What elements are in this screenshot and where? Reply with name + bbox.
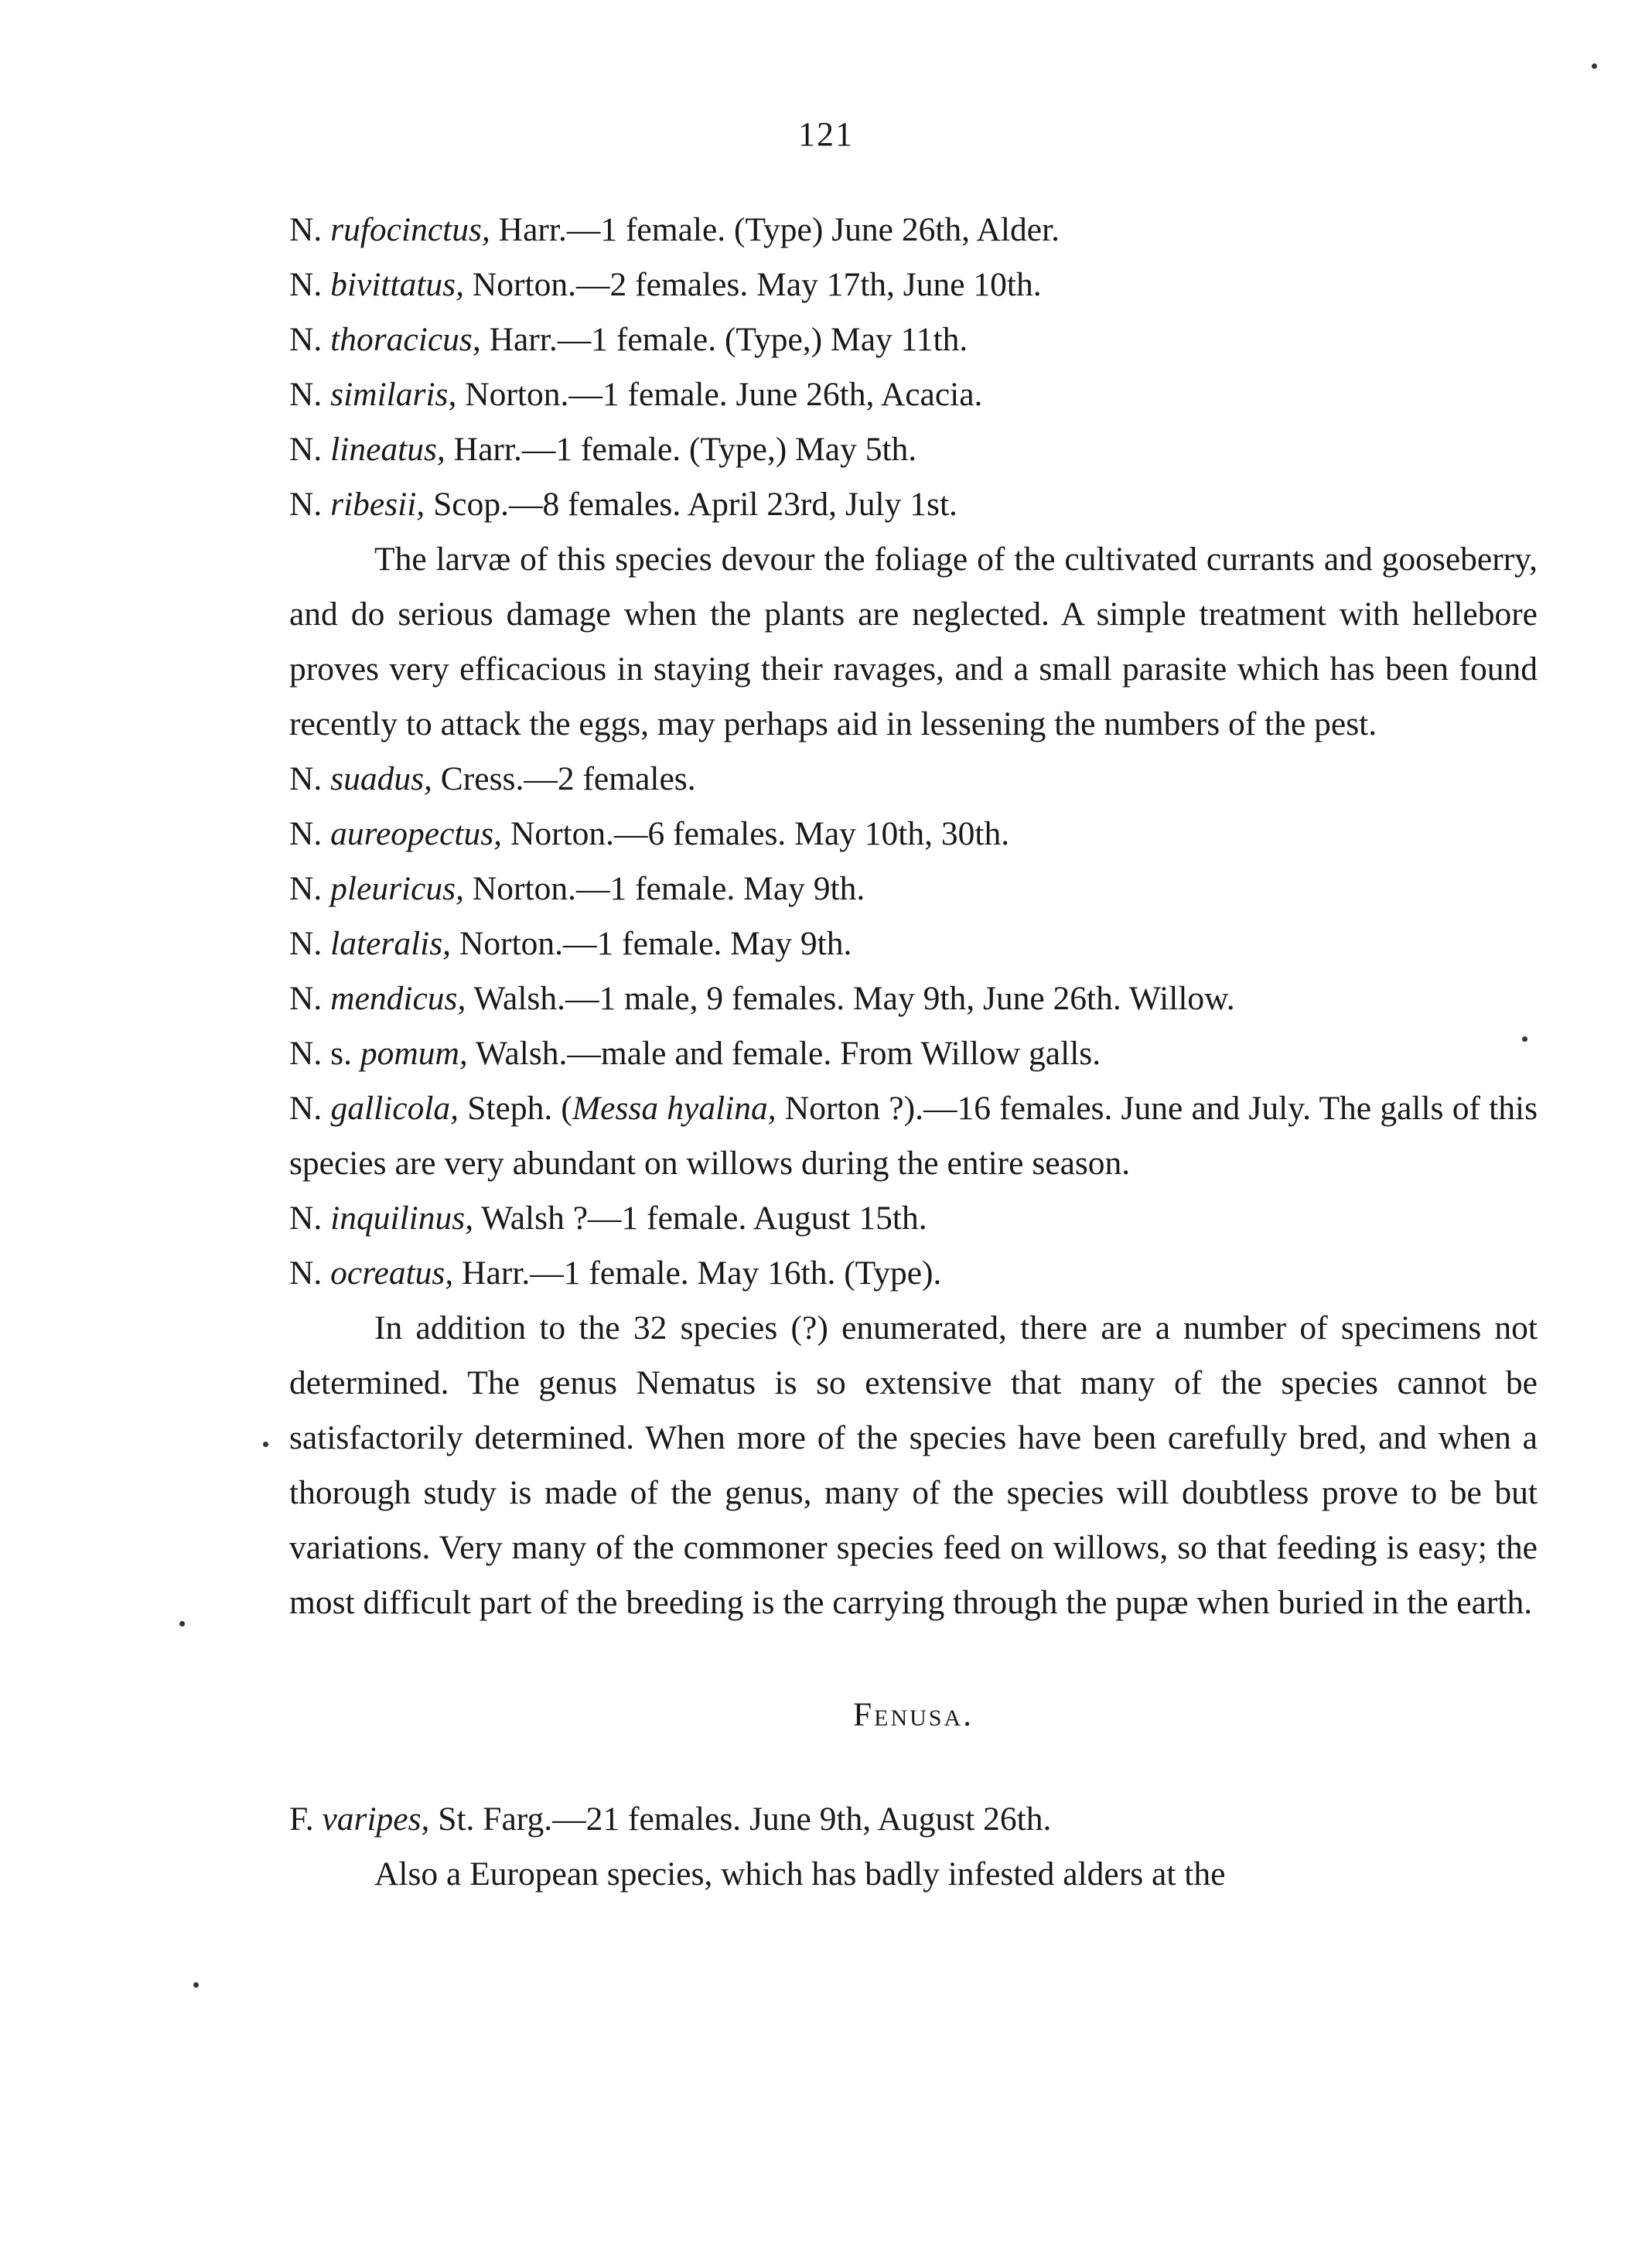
fenusa-paragraph: Also a European species, which has badly infested alders at the: [374, 1855, 1226, 1893]
entry-details: Harr.—1 female. (Type) June 26th, Alder.: [490, 211, 1060, 248]
species-name: mendicus,: [330, 980, 466, 1017]
species-entry: [289, 752, 1538, 807]
genus-abbr: N.: [289, 211, 323, 248]
species-entry: [289, 862, 1538, 916]
genus-abbr: N.: [289, 1200, 323, 1237]
entry-details: Scop.—8 females. April 23rd, July 1st.: [425, 486, 957, 523]
genus-abbr: N.: [289, 376, 323, 413]
species-name: lineatus,: [330, 431, 445, 468]
ribesii-paragraph: The larvæ of this species devour the foliage of the cultivated currants and gooseberry, and do serious damage when the plants are neglected. A simple treatment with hellebore proves very efficacious in staying their ravages, and a small parasite which has been found recently to attack the eggs, may perhaps aid in lessening the numbers of the pest.: [289, 541, 1538, 742]
species-name: similaris,: [330, 376, 457, 413]
entry-details: Harr.—1 female. (Type,) May 11th.: [480, 321, 968, 358]
section-heading-fenusa: Fenusa.: [852, 1696, 974, 1733]
genus-abbr: N.: [289, 980, 323, 1017]
entry-details: Norton.—1 female. May 9th.: [463, 870, 865, 907]
species-name: aureopectus,: [330, 815, 503, 852]
genus-abbr: N.: [289, 321, 323, 358]
species-entry: [289, 367, 1538, 422]
entry-details: Steph. (: [459, 1090, 572, 1127]
species-entry: [289, 258, 1538, 312]
species-entry: [289, 203, 1538, 258]
entry-details: Norton ?).—16 females. June and July. The galls of this species are very abundant on willows during the entire season.: [289, 1090, 1538, 1182]
species-name: ocreatus,: [330, 1254, 454, 1292]
scan-speck: [1592, 63, 1597, 69]
species-name: suadus,: [330, 760, 432, 797]
genus-abbr: N.: [289, 431, 323, 468]
species-entry: [289, 971, 1538, 1026]
entry-details: Norton.—1 female. May 9th.: [451, 925, 852, 962]
species-name: gallicola,: [330, 1090, 459, 1127]
entry-details: Harr.—1 female. (Type,) May 5th.: [445, 431, 917, 468]
scan-speck: [263, 1442, 268, 1447]
species-entry: [289, 807, 1538, 862]
genus-abbr: N.: [289, 1254, 323, 1292]
species-name: varipes,: [322, 1801, 430, 1838]
entry-details: Walsh.—male and female. From Willow galls.: [467, 1035, 1101, 1072]
species-name: thoracicus,: [330, 321, 481, 358]
species-entry: [289, 1246, 1538, 1301]
species-entry: [289, 916, 1538, 971]
species-entry: [289, 477, 1538, 532]
species-name: lateralis,: [330, 925, 452, 962]
species-name: pleuricus,: [330, 870, 464, 907]
scan-speck: [1522, 1036, 1527, 1042]
entry-details: Walsh ?—1 female. August 15th.: [473, 1200, 927, 1237]
genus-abbr: N.: [289, 815, 323, 852]
species-name: rufocinctus,: [330, 211, 490, 248]
main-text: [289, 203, 1538, 1902]
genus-abbr: N.: [289, 1090, 323, 1127]
summary-paragraph: In addition to the 32 species (?) enumerated, there are a number of specimens not determined. The genus Nematus is so extensive that many of the species cannot be satisfactorily determined. When more of the species have been carefully bred, and when a thorough study is made of the genus, many of the species will doubtless prove to be but variations. Very many of the commoner species feed on willows, so that feeding is easy; the most difficult part of the breeding is the carrying through the pupæ when buried in the earth.: [289, 1309, 1538, 1621]
species-name: pomum,: [360, 1035, 468, 1072]
entry-details: Norton.—2 females. May 17th, June 10th.: [463, 266, 1042, 303]
page-number: 121: [798, 115, 854, 153]
entry-details: St. Farg.—21 females. June 9th, August 26th.: [429, 1801, 1052, 1838]
species-entry: [289, 312, 1538, 367]
genus-abbr: N.: [289, 925, 323, 962]
scan-speck: [179, 1621, 185, 1626]
genus-abbr: N.: [289, 266, 323, 303]
entry-details: Cress.—2 females.: [432, 760, 696, 797]
synonym-name: Messa hyalina,: [572, 1090, 777, 1127]
species-entry: [289, 422, 1538, 477]
species-name: ribesii,: [330, 486, 425, 523]
entry-details: Harr.—1 female. May 16th. (Type).: [453, 1254, 942, 1292]
genus-abbr: N.: [289, 870, 323, 907]
gallicola-entry: [289, 1081, 1538, 1191]
species-entry: [289, 1026, 1538, 1081]
species-name: inquilinus,: [330, 1200, 474, 1237]
genus-abbr: N. s.: [289, 1035, 352, 1072]
species-entry: [289, 1792, 1538, 1847]
entry-details: Walsh.—1 male, 9 females. May 9th, June 26th. Willow.: [466, 980, 1235, 1017]
entry-details: Norton.—6 females. May 10th, 30th.: [502, 815, 1010, 852]
genus-abbr: F.: [289, 1801, 314, 1838]
scan-speck: [193, 1982, 199, 1988]
genus-abbr: N.: [289, 760, 323, 797]
entry-details: Norton.—1 female. June 26th, Acacia.: [456, 376, 983, 413]
genus-abbr: N.: [289, 486, 323, 523]
species-name: bivittatus,: [330, 266, 464, 303]
species-entry: [289, 1191, 1538, 1246]
